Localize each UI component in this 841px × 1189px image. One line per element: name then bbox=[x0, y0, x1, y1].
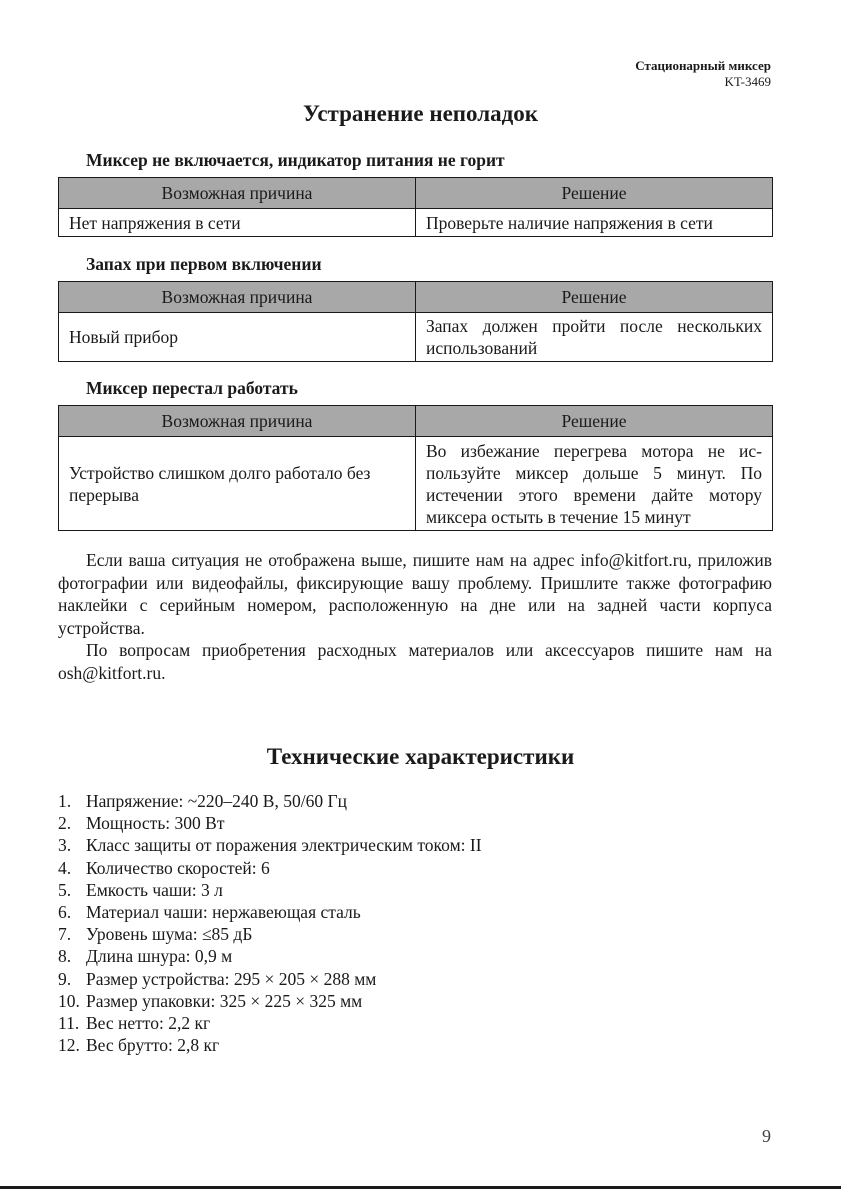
specs-title: Технические характеристики bbox=[266, 744, 575, 769]
spec-item bbox=[58, 945, 772, 967]
trouble-table-3 bbox=[58, 405, 773, 531]
spec-number: 1. bbox=[58, 791, 72, 811]
solution-cell: Проверьте наличие напряжения в сети bbox=[416, 209, 773, 237]
spec-number: 10. bbox=[58, 990, 80, 1011]
spec-number: 7. bbox=[58, 924, 72, 945]
cause-cell: Устройство слишком долго работало без перерыва bbox=[59, 437, 416, 531]
col-header-solution: Решение bbox=[416, 406, 773, 437]
col-header-cause: Возможная причина bbox=[59, 282, 416, 313]
spec-item bbox=[58, 834, 772, 856]
trouble-table-2 bbox=[58, 281, 773, 362]
col-header-solution: Решение bbox=[416, 282, 773, 313]
spec-item bbox=[58, 1034, 772, 1056]
spec-text: Емкость чаши: 3 л bbox=[86, 879, 223, 900]
contact-paragraph-1: Если ваша ситуация не отображена выше, пишите нам на адрес info@kitfort.ru, приложив фотографии или видеофайлы, фиксирующие вашу проблему. Пришлите также фотографию наклейки с серийным номером, расположенную на дне или на задней части корпуса устройства. bbox=[58, 550, 772, 638]
troubleshooting-title: Устранение неполадок bbox=[302, 101, 539, 126]
spec-number: 11. bbox=[58, 1013, 80, 1034]
cause-cell: Нет напряжения в сети bbox=[59, 209, 416, 237]
specs-list bbox=[58, 790, 772, 1056]
page-number: 9 bbox=[762, 1126, 771, 1146]
spec-item bbox=[58, 990, 772, 1012]
spec-text: Количество скоростей: 6 bbox=[86, 857, 270, 878]
spec-text: Размер устройства: 295 × 205 × 288 мм bbox=[86, 968, 377, 989]
trouble-section-2 bbox=[58, 254, 772, 362]
spec-text: Класс защиты от поражения электрическим током: II bbox=[86, 835, 482, 856]
spec-text: Материал чаши: нержавеющая сталь bbox=[86, 902, 361, 923]
trouble-section-3 bbox=[58, 378, 772, 531]
spec-item bbox=[58, 923, 772, 945]
col-header-cause: Возможная причина bbox=[59, 406, 416, 437]
spec-number: 12. bbox=[58, 1035, 80, 1056]
spec-item bbox=[58, 812, 772, 834]
contact-text bbox=[58, 549, 772, 684]
spec-text: Размер упаковки: 325 × 225 × 325 мм bbox=[86, 990, 363, 1011]
spec-number: 4. bbox=[58, 857, 72, 878]
contact-paragraph-2: По вопросам приобретения расходных материалов или аксессуаров пишите нам на osh@kitfort.ru. bbox=[58, 640, 772, 683]
spec-text: Мощность: 300 Вт bbox=[86, 813, 225, 834]
spec-item bbox=[58, 790, 772, 812]
spec-number: 8. bbox=[58, 946, 72, 967]
spec-number: 6. bbox=[58, 902, 72, 923]
spec-text: Уровень шума: ≤85 дБ bbox=[86, 924, 253, 945]
spec-number: 3. bbox=[58, 835, 72, 856]
spec-number: 9. bbox=[58, 968, 72, 989]
trouble-table-1 bbox=[58, 177, 773, 237]
trouble-heading-3: Миксер перестал работать bbox=[86, 378, 298, 398]
trouble-heading-2: Запах при первом включении bbox=[86, 254, 322, 274]
spec-item bbox=[58, 879, 772, 901]
spec-text: Вес брутто: 2,8 кг bbox=[86, 1035, 220, 1056]
col-header-cause: Возможная причина bbox=[59, 178, 416, 209]
spec-item bbox=[58, 968, 772, 990]
header-product: Стационарный миксер bbox=[635, 58, 771, 73]
header-model: KT-3469 bbox=[724, 74, 771, 89]
spec-text: Напряжение: ~220–240 В, 50/60 Гц bbox=[86, 791, 347, 811]
trouble-section-1 bbox=[58, 150, 772, 237]
trouble-heading-1: Миксер не включается, индикатор питания не горит bbox=[86, 150, 505, 170]
spec-number: 5. bbox=[58, 879, 72, 900]
spec-text: Вес нетто: 2,2 кг bbox=[86, 1013, 211, 1034]
spec-text: Длина шнура: 0,9 м bbox=[86, 946, 233, 967]
col-header-solution: Решение bbox=[416, 178, 773, 209]
spec-number: 2. bbox=[58, 813, 72, 834]
spec-item bbox=[58, 857, 772, 879]
solution-cell: Запах должен пройти после нескольких использований bbox=[416, 313, 773, 362]
cause-cell: Новый прибор bbox=[59, 313, 416, 362]
spec-item bbox=[58, 1012, 772, 1034]
page-header bbox=[635, 58, 771, 90]
solution-cell: Во избежание перегрева мотора не ис-пользуйте миксер дольше 5 минут. По истечении этого времени дайте мотору миксера остыть в течение 15 минут bbox=[416, 437, 773, 531]
spec-item bbox=[58, 901, 772, 923]
